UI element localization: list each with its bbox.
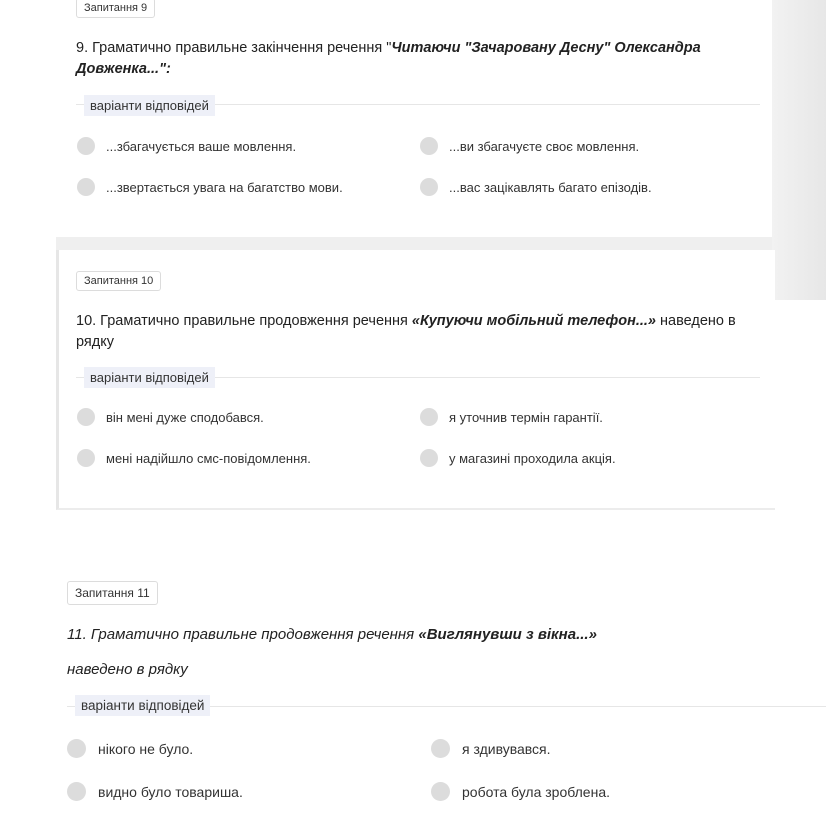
answer-option-9-a[interactable]: ...збагачується ваше мовлення. <box>77 137 296 155</box>
radio-circle-icon[interactable] <box>431 782 450 801</box>
question-emphasis-9: Читаючи "Зачаровану Десну" Олександра Довженка...": <box>76 40 701 77</box>
radio-circle-icon[interactable] <box>431 739 450 758</box>
question-text-11-line2: наведено в рядку <box>67 661 188 678</box>
radio-circle-icon[interactable] <box>67 782 86 801</box>
radio-circle-icon[interactable] <box>77 449 95 467</box>
answer-option-10-b[interactable]: я уточнив термін гарантії. <box>420 408 603 426</box>
radio-circle-icon[interactable] <box>77 178 95 196</box>
radio-circle-icon[interactable] <box>77 408 95 426</box>
radio-circle-icon[interactable] <box>420 449 438 467</box>
answer-option-10-d[interactable]: у магазині проходила акція. <box>420 449 616 467</box>
question-card-9 <box>56 0 772 237</box>
question-text-9: 9. Граматично правильне закінчення речення "Читаючи "Зачаровану Десну" Олександра Довженка...": <box>76 40 701 77</box>
answer-option-9-d[interactable]: ...вас зацікавлять багато епізодів. <box>420 178 652 196</box>
question-badge-9: Запитання 9 <box>76 0 155 18</box>
answer-option-9-b[interactable]: ...ви збагачуєте своє мовлення. <box>420 137 639 155</box>
question-text-11: 11. Граматично правильне продовження речення «Виглянувши з вікна...» <box>67 626 597 643</box>
question-badge-11: Запитання 11 <box>67 581 158 605</box>
question-emphasis-10: «Купуючи мобільний телефон...» <box>411 313 656 329</box>
answer-option-9-c[interactable]: ...звертається увага на багатство мови. <box>77 178 343 196</box>
answer-option-11-a[interactable]: нікого не було. <box>67 739 193 758</box>
answers-legend-11: варіанти відповідей <box>75 695 210 716</box>
answer-option-11-c[interactable]: видно було товариша. <box>67 782 243 801</box>
card-separator <box>56 237 772 250</box>
answer-option-10-a[interactable]: він мені дуже сподобався. <box>77 408 264 426</box>
radio-circle-icon[interactable] <box>67 739 86 758</box>
radio-circle-icon[interactable] <box>77 137 95 155</box>
question-emphasis-11: «Виглянувши з вікна...» <box>418 626 597 643</box>
radio-circle-icon[interactable] <box>420 137 438 155</box>
question-text-10: 10. Граматично правильне продовження речення «Купуючи мобільний телефон...» наведено в рядку <box>76 313 736 350</box>
question-badge-10: Запитання 10 <box>76 271 161 291</box>
radio-circle-icon[interactable] <box>420 178 438 196</box>
radio-circle-icon[interactable] <box>420 408 438 426</box>
answers-legend-10: варіанти відповідей <box>84 367 215 388</box>
answer-option-11-d[interactable]: робота була зроблена. <box>431 782 610 801</box>
answer-option-11-b[interactable]: я здивувався. <box>431 739 551 758</box>
answers-legend-9: варіанти відповідей <box>84 95 215 116</box>
answer-option-10-c[interactable]: мені надійшло смс-повідомлення. <box>77 449 311 467</box>
